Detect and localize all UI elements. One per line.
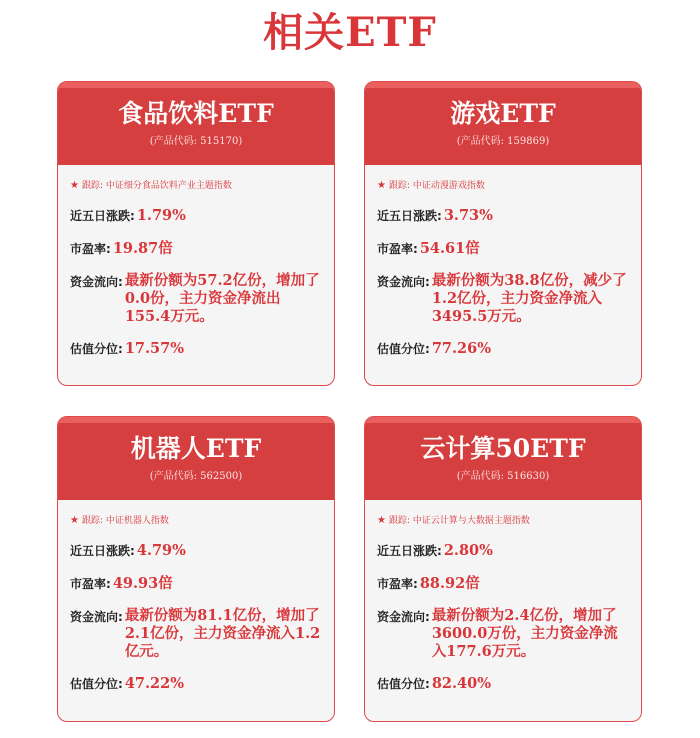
etf-card-food-beverage: [57, 81, 335, 386]
fund-flow-row: [377, 272, 629, 326]
card-body: [365, 500, 641, 694]
tracking-index: [70, 179, 322, 193]
page-title: 相关ETF: [263, 9, 437, 56]
pe-ratio-value: 49.93倍: [112, 575, 173, 592]
card-title: 游戏ETF: [450, 99, 556, 128]
card-header: [365, 417, 641, 500]
five-day-change-row: [377, 541, 629, 561]
tracking-index-text: 跟踪: 中证机器人指数: [81, 516, 169, 526]
card-title: 机器人ETF: [130, 434, 262, 463]
star-icon: ★: [377, 180, 386, 191]
five-day-change-row: [377, 206, 629, 226]
tracking-index: [377, 514, 629, 528]
tracking-index-text: 跟踪: 中证云计算与大数据主题指数: [388, 516, 530, 526]
valuation-percentile-row: [70, 339, 322, 359]
tracking-index-text: 跟踪: 中证动漫游戏指数: [388, 181, 485, 191]
pe-ratio-label: 市盈率:: [70, 577, 111, 591]
fund-flow-row: [70, 272, 322, 326]
pe-ratio-label: 市盈率:: [70, 242, 111, 256]
fund-flow-label: 资金流向:: [70, 610, 123, 624]
tracking-index: [70, 514, 322, 528]
tracking-index: [377, 179, 629, 193]
pe-ratio-label: 市盈率:: [377, 577, 418, 591]
card-body: [365, 165, 641, 359]
pe-ratio-row: [377, 239, 629, 259]
valuation-percentile-value: 17.57%: [124, 340, 184, 357]
five-day-change-label: 近五日涨跌:: [377, 544, 442, 558]
star-icon: ★: [70, 180, 79, 191]
five-day-change-label: 近五日涨跌:: [377, 209, 442, 223]
valuation-percentile-label: 估值分位:: [377, 677, 430, 691]
five-day-change-label: 近五日涨跌:: [70, 209, 135, 223]
product-code: (产品代码: 159869): [456, 136, 550, 147]
valuation-percentile-value: 82.40%: [431, 675, 491, 692]
card-header: [58, 417, 334, 500]
five-day-change-value: 2.80%: [443, 542, 493, 559]
pe-ratio-value: 88.92倍: [419, 575, 480, 592]
valuation-percentile-value: 77.26%: [431, 340, 491, 357]
product-code: (产品代码: 562500): [149, 471, 243, 482]
etf-card-cloud-computing: [364, 416, 642, 722]
five-day-change-row: [70, 206, 322, 226]
pe-ratio-value: 19.87倍: [112, 240, 173, 257]
card-body: [58, 165, 334, 359]
five-day-change-row: [70, 541, 322, 561]
card-header: [365, 82, 641, 165]
etf-card-gaming: [364, 81, 642, 386]
star-icon: ★: [377, 515, 386, 526]
pe-ratio-label: 市盈率:: [377, 242, 418, 256]
etf-card-robotics: [57, 416, 335, 722]
fund-flow-value: 最新份额为38.8亿份，减少了1.2亿份，主力资金净流入3495.5万元。: [431, 272, 627, 325]
five-day-change-value: 4.79%: [136, 542, 186, 559]
valuation-percentile-row: [70, 674, 322, 694]
fund-flow-row: [70, 607, 322, 661]
card-header: [58, 82, 334, 165]
product-code: (产品代码: 516630): [456, 471, 550, 482]
five-day-change-label: 近五日涨跌:: [70, 544, 135, 558]
card-body: [58, 500, 334, 694]
pe-ratio-row: [70, 239, 322, 259]
card-title: 食品饮料ETF: [118, 99, 274, 128]
valuation-percentile-value: 47.22%: [124, 675, 184, 692]
five-day-change-value: 1.79%: [136, 207, 186, 224]
valuation-percentile-label: 估值分位:: [377, 342, 430, 356]
card-title: 云计算50ETF: [420, 434, 586, 463]
five-day-change-value: 3.73%: [443, 207, 493, 224]
valuation-percentile-label: 估值分位:: [70, 342, 123, 356]
product-code: (产品代码: 515170): [149, 136, 243, 147]
fund-flow-label: 资金流向:: [377, 275, 430, 289]
fund-flow-label: 资金流向:: [70, 275, 123, 289]
star-icon: ★: [70, 515, 79, 526]
fund-flow-value: 最新份额为2.4亿份，增加了3600.0万份，主力资金净流入177.6万元。: [431, 607, 618, 660]
tracking-index-text: 跟踪: 中证细分食品饮料产业主题指数: [81, 181, 232, 191]
fund-flow-label: 资金流向:: [377, 610, 430, 624]
fund-flow-row: [377, 607, 629, 661]
pe-ratio-value: 54.61倍: [419, 240, 480, 257]
fund-flow-value: 最新份额为57.2亿份，增加了0.0份，主力资金净流出155.4万元。: [124, 272, 320, 325]
valuation-percentile-label: 估值分位:: [70, 677, 123, 691]
pe-ratio-row: [70, 574, 322, 594]
valuation-percentile-row: [377, 339, 629, 359]
fund-flow-value: 最新份额为81.1亿份，增加了2.1亿份，主力资金净流入1.2亿元。: [124, 607, 321, 660]
pe-ratio-row: [377, 574, 629, 594]
valuation-percentile-row: [377, 674, 629, 694]
